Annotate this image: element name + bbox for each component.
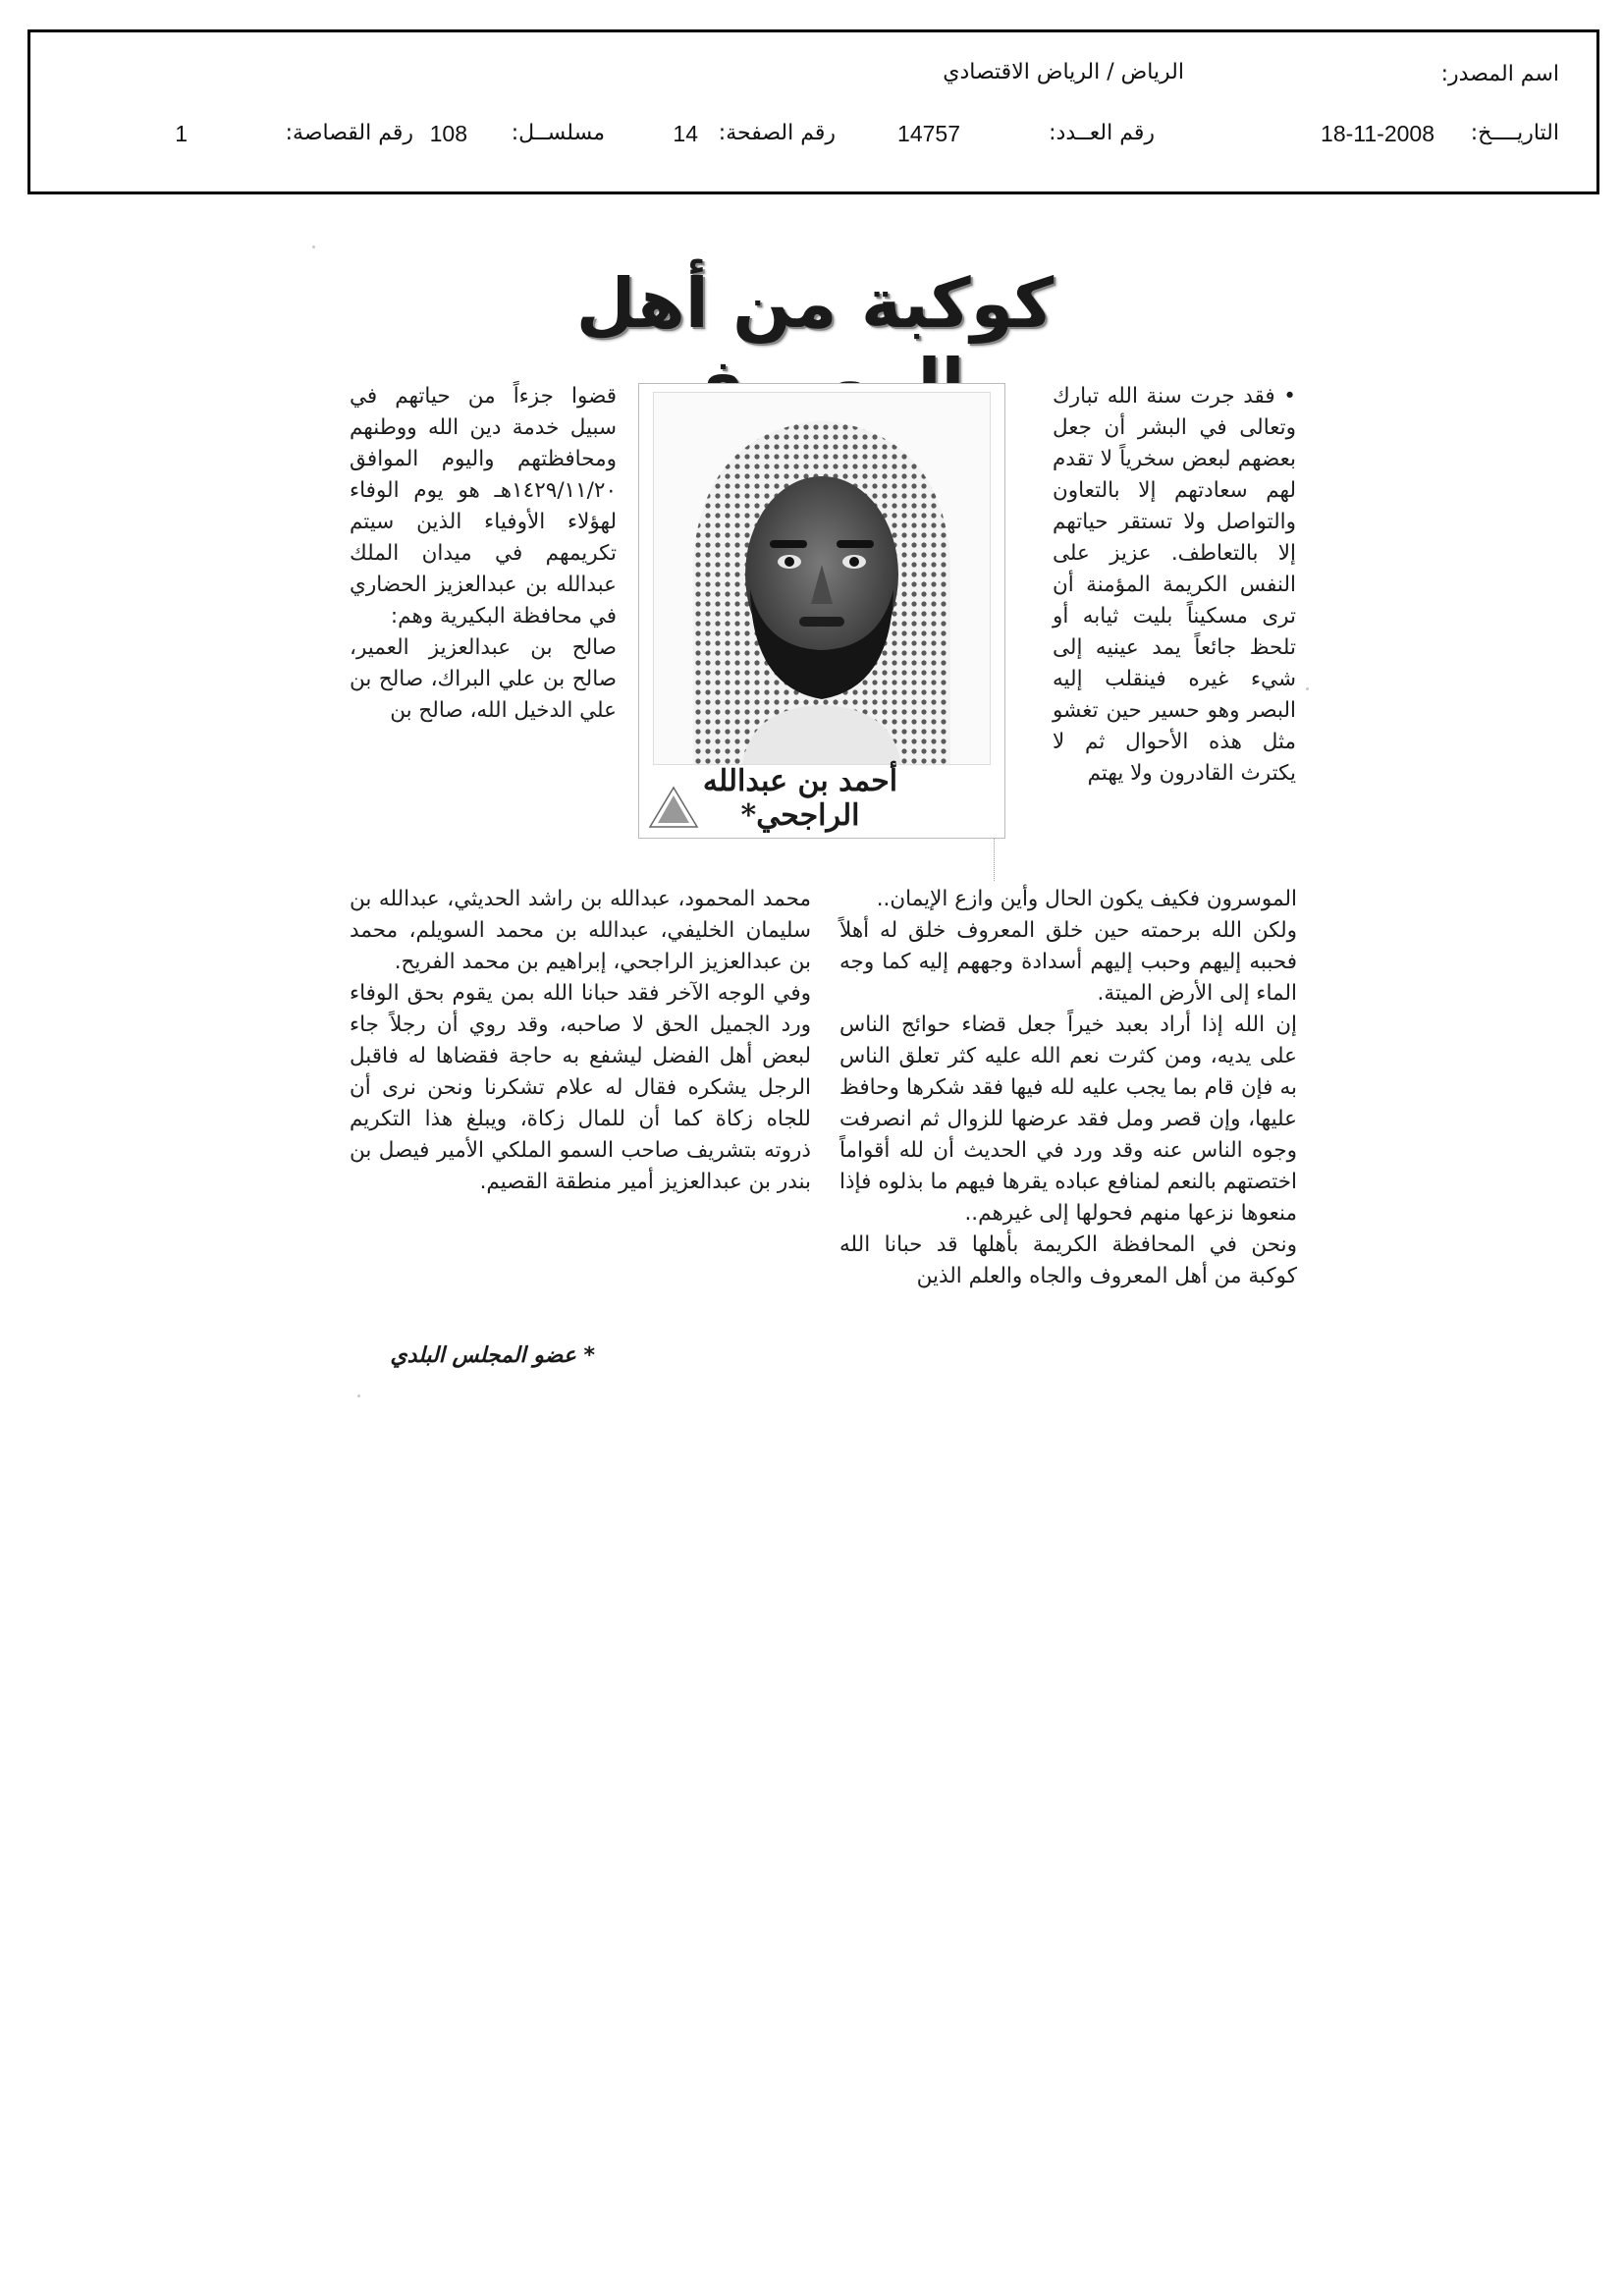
scan-speck xyxy=(1306,687,1309,690)
paragraph: ونحن في المحافظة الكريمة بأهلها قد حبانا الله كوكبة من أهل المعروف والجاه والعلم الذين xyxy=(839,1232,1297,1288)
author-photo xyxy=(653,392,991,765)
scan-speck xyxy=(357,1394,360,1397)
date-value: 18-11-2008 xyxy=(1321,121,1434,146)
page-value: 14 xyxy=(673,121,698,146)
paragraph: ولكن الله برحمته حين خلق المعروف خلق له أهلاً فحببه إليهم وحبب إليهم أسدادة وجههم إليه كما وجه الماء إلى الأرض الميتة. xyxy=(839,918,1297,1006)
clip-label: رقم القصاصة: xyxy=(285,121,413,145)
source-value: الرياض / الرياض الاقتصادي xyxy=(943,60,1184,84)
serial-label: مسلســل: xyxy=(511,121,605,145)
source-label: اسم المصدر: xyxy=(1440,62,1559,86)
article-column-left-top xyxy=(350,381,617,727)
author-signature: * عضو المجلس البلدي xyxy=(390,1343,595,1368)
paragraph: قضوا جزءاً من حياتهم في سبيل خدمة دين الله ووطنهم ومحافظتهم واليوم الموافق ١٤٢٩/١١/٢٠هـ هو يوم الوفاء لهؤلاء الأوفياء الذين سيتم تكريمهم في ميدان الملك عبدالله بن عبدالعزيز الحضاري في محافظة البكيرية وهم: xyxy=(350,384,617,629)
source-info-box xyxy=(27,29,1599,194)
issue-label: رقم العــدد: xyxy=(1049,121,1155,145)
paragraph: إن الله إذا أراد بعبد خيراً جعل قضاء حوائج الناس على يديه، ومن كثرت نعم الله عليه كثر تعلق الناس به فإن قام بما يجب عليه لله فيها فقد شكرها وحافظ عليها، وإن قصر ومل فقد عرضها للزوال ثم انصرفت وجوه الناس عنه وقد ورد في الحديث أن لله أقواماً اختصتهم بالنعم لمنافع عباده يقرها فيهم ما بذلوه فإذا منعوها نزعها منهم فحولها إلى غيرهم.. xyxy=(839,1012,1297,1226)
author-caption: أحمد بن عبدالله الراجحي* xyxy=(702,764,898,833)
article-title: كوكبة من أهل xyxy=(575,263,1055,344)
issue-value: 14757 xyxy=(897,121,960,146)
article-column-right-lower xyxy=(839,884,1297,1292)
clip-value: 1 xyxy=(175,121,188,146)
scan-speck xyxy=(312,246,315,248)
paragraph: وفي الوجه الآخر فقد حبانا الله بمن يقوم بحق الوفاء ورد الجميل الحق لا صاحبه، وقد روي أن رجلاً جاء لبعض أهل الفضل ليشفع به حاجة فقضاها له فاقبل الرجل يشكره فقال له علام تشكرنا ونحن نرى أن للجاه زكاة كما أن للمال زكاة، ويبلغ هذا التكريم ذروته بتشريف صاحب السمو الملكي الأمير فيصل بن بندر بن عبدالعزيز أمير منطقة القصيم. xyxy=(350,981,811,1194)
page-label: رقم الصفحة: xyxy=(718,121,836,145)
paragraph: محمد المحمود، عبدالله بن راشد الحديثي، عبدالله بن سليمان الخليفي، عبدالله بن محمد السويلم، محمد بن عبدالعزيز الراجحي، إبراهيم بن محمد الفريح. xyxy=(350,887,811,974)
date-label: التاريــــخ: xyxy=(1470,121,1559,145)
article-column-right xyxy=(1053,381,1296,790)
paragraph: • فقد جرت سنة الله تبارك وتعالى في البشر أن جعل بعضهم لبعض سخرياً لا تقدم لهم سعادتهم إلا بالتعاون والتواصل ولا تستقر حياتهم إلا بالتعاطف. عزيز على النفس الكريمة المؤمنة أن ترى مسكيناً بليت ثيابه أو تلحظ جائعاً يمد عينيه إلى شيء غيره فينقلب إليه البصر وهو حسير حين تغشو مثل هذه الأحوال ثم لا يكترث القادرون ولا يهتم xyxy=(1053,384,1296,786)
paragraph: صالح بن عبدالعزيز العمير، صالح بن علي البراك، صالح بن علي الدخيل الله، صالح بن xyxy=(350,635,617,723)
paragraph: الموسرون فكيف يكون الحال وأين وازع الإيمان.. xyxy=(876,887,1297,911)
serial-value: 108 xyxy=(429,121,467,146)
article-column-middle-lower xyxy=(350,884,811,1198)
